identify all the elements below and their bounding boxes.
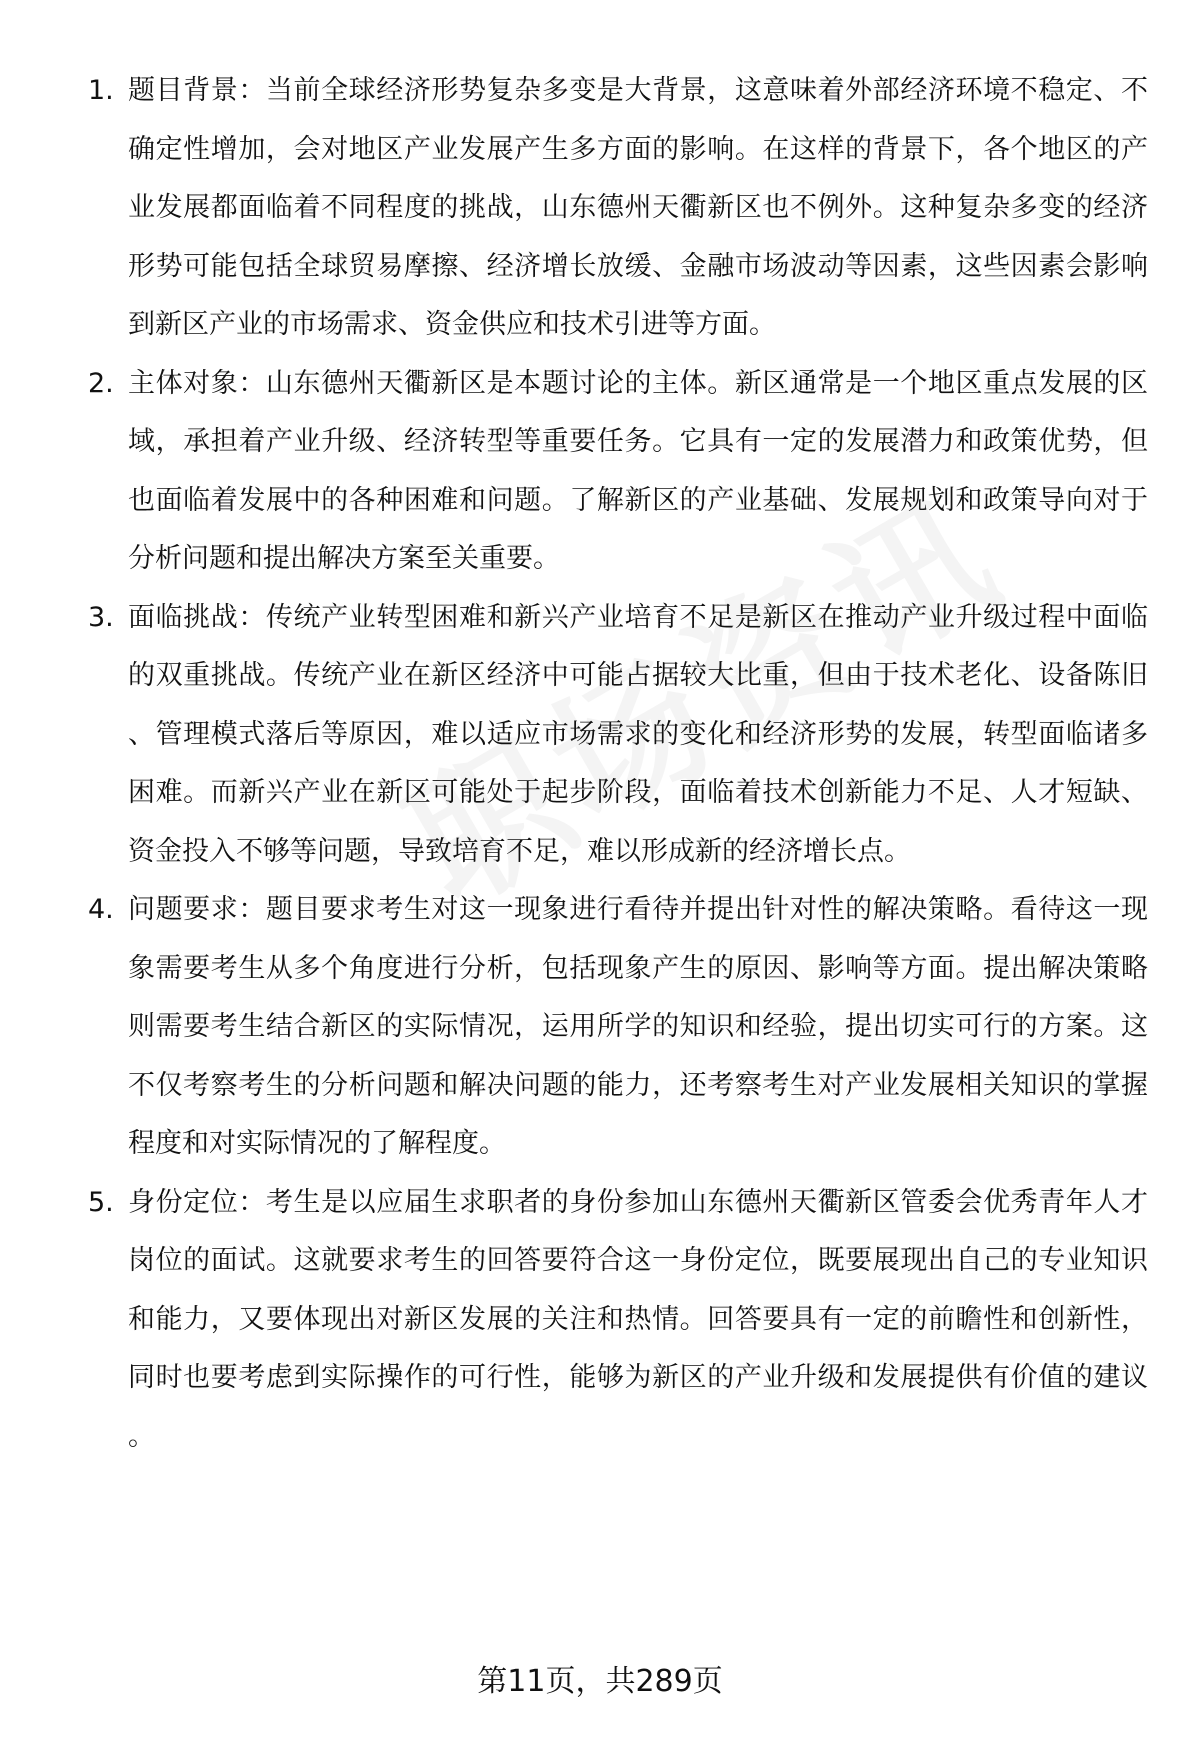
list-item bbox=[88, 62, 1148, 355]
list-item-text: 问题要求：题目要求考生对这一现象进行看待并提出针对性的解决策略。看待这一现象需要考生从多个角度进行分析，包括现象产生的原因、影响等方面。提出解决策略则需要考生结合新区的实际情况，运用所学的知识和经验，提出切实可行的方案。这不仅考察考生的分析问题和解决问题的能力，还考察考生对产业发展相关知识的掌握程度和对实际情况的了解程度。 bbox=[128, 894, 1148, 1159]
list-item-number: 1. bbox=[88, 75, 114, 106]
list-item bbox=[88, 589, 1148, 882]
list-item-text: 身份定位：考生是以应届生求职者的身份参加山东德州天衢新区管委会优秀青年人才岗位的面试。这就要求考生的回答要符合这一身份定位，既要展现出自己的专业知识和能力，又要体现出对新区发展的关注和热情。回答要具有一定的前瞻性和创新性，同时也要考虑到实际操作的可行性，能够为新区的产业升级和发展提供有价值的建议。 bbox=[128, 1186, 1148, 1452]
list-item bbox=[88, 355, 1148, 589]
list-item bbox=[88, 881, 1148, 1174]
list-item-number: 3. bbox=[88, 601, 114, 633]
list-item-text: 主体对象：山东德州天衢新区是本题讨论的主体。新区通常是一个地区重点发展的区域，承担着产业升级、经济转型等重要任务。它具有一定的发展潜力和政策优势，但也面临着发展中的各种困难和问题。了解新区的产业基础、发展规划和政策导向对于分析问题和提出解决方案至关重要。 bbox=[128, 367, 1148, 574]
list-item-number: 5. bbox=[88, 1186, 114, 1218]
list-item-text: 面临挑战：传统产业转型困难和新兴产业培育不足是新区在推动产业升级过程中面临的双重挑战。传统产业在新区经济中可能占据较大比重，但由于技术老化、设备陈旧、管理模式落后等原因，难以适应市场需求的变化和经济形势的发展，转型面临诸多困难。而新兴产业在新区可能处于起步阶段，面临着技术创新能力不足、人才短缺、资金投入不够等问题，导致培育不足，难以形成新的经济增长点。 bbox=[128, 601, 1148, 867]
list-item-number: 4. bbox=[88, 894, 114, 925]
page-number-footer: 第11页，共289页 bbox=[477, 1664, 723, 1699]
analysis-list bbox=[88, 62, 1148, 1466]
list-item bbox=[88, 1174, 1148, 1467]
list-item-number: 2. bbox=[88, 367, 114, 399]
list-item-text: 题目背景：当前全球经济形势复杂多变是大背景，这意味着外部经济环境不稳定、不确定性增加，会对地区产业发展产生多方面的影响。在这样的背景下，各个地区的产业发展都面临着不同程度的挑战，山东德州天衢新区也不例外。这种复杂多变的经济形势可能包括全球贸易摩擦、经济增长放缓、金融市场波动等因素，这些因素会影响到新区产业的市场需求、资金供应和技术引进等方面。 bbox=[128, 75, 1148, 340]
